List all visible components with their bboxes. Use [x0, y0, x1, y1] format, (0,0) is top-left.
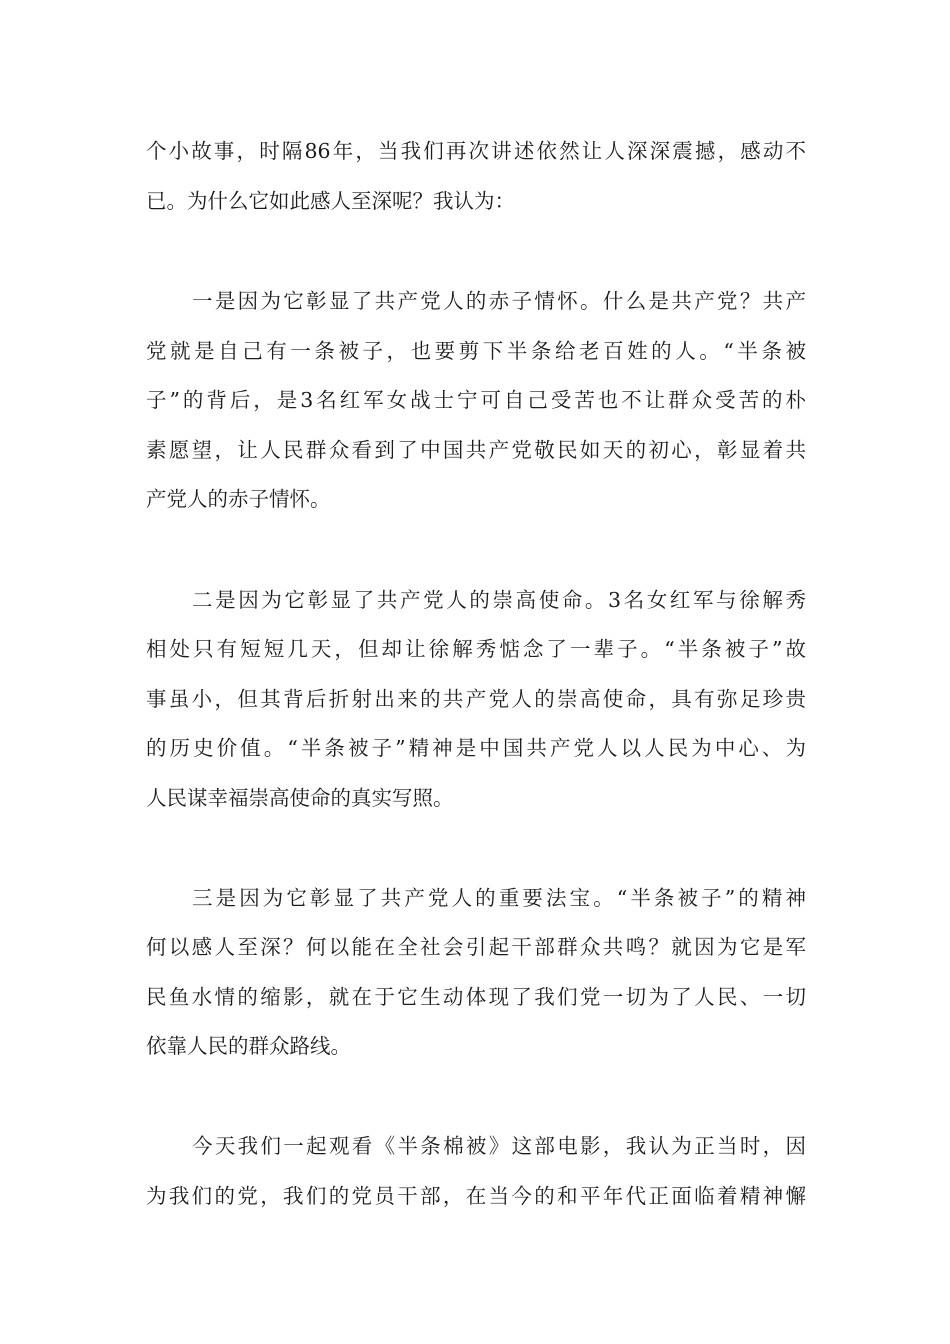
paragraph-1-line-2: 已。为什么它如此感人至深呢？我认为： — [146, 189, 515, 213]
paragraph-3-line-4: 的历史价值。“半条被子”精神是中国共产党人以人民为中心、为 — [146, 736, 806, 760]
paragraph-4-line-3: 民鱼水情的缩影，就在于它生动体现了我们党一切为了人民、一切 — [146, 985, 806, 1009]
paragraph-5-line-1: 今天我们一起观看《半条棉被》这部电影，我认为正当时，因 — [192, 1134, 806, 1158]
paragraph-2-line-2: 党就是自己有一条被子，也要剪下半条给老百姓的人。“半条被 — [146, 339, 806, 363]
paragraph-5-line-2: 为我们的党，我们的党员干部，在当今的和平年代正面临着精神懈 — [146, 1184, 806, 1208]
paragraph-3-line-1: 二是因为它彰显了共产党人的崇高使命。3名女红军与徐解秀 — [192, 588, 806, 612]
paragraph-2-line-1: 一是因为它彰显了共产党人的赤子情怀。什么是共产党？共产 — [192, 289, 806, 313]
paragraph-1-line-1: 个小故事，时隔86年，当我们再次讲述依然让人深深震撼，感动不 — [146, 139, 806, 163]
paragraph-3-line-3: 事虽小，但其背后折射出来的共产党人的崇高使命，具有弥足珍贵 — [146, 687, 806, 711]
paragraph-2-line-3: 子”的背后，是3名红军女战士宁可自己受苦也不让群众受苦的朴 — [146, 388, 806, 412]
paragraph-3-line-5: 人民谋幸福崇高使命的真实写照。 — [146, 786, 454, 810]
paragraph-3-line-2: 相处只有短短几天，但却让徐解秀惦念了一辈子。“半条被子”故 — [146, 637, 806, 661]
paragraph-4-line-2: 何以感人至深？何以能在全社会引起干部群众共鸣？就因为它是军 — [146, 935, 806, 959]
paragraph-4-line-1: 三是因为它彰显了共产党人的重要法宝。“半条被子”的精神 — [192, 886, 806, 910]
paragraph-2-line-4: 素愿望，让人民群众看到了中国共产党敬民如天的初心，彰显着共 — [146, 438, 806, 462]
paragraph-4-line-4: 依靠人民的群众路线。 — [146, 1034, 351, 1058]
paragraph-2-line-5: 产党人的赤子情怀。 — [146, 487, 331, 511]
